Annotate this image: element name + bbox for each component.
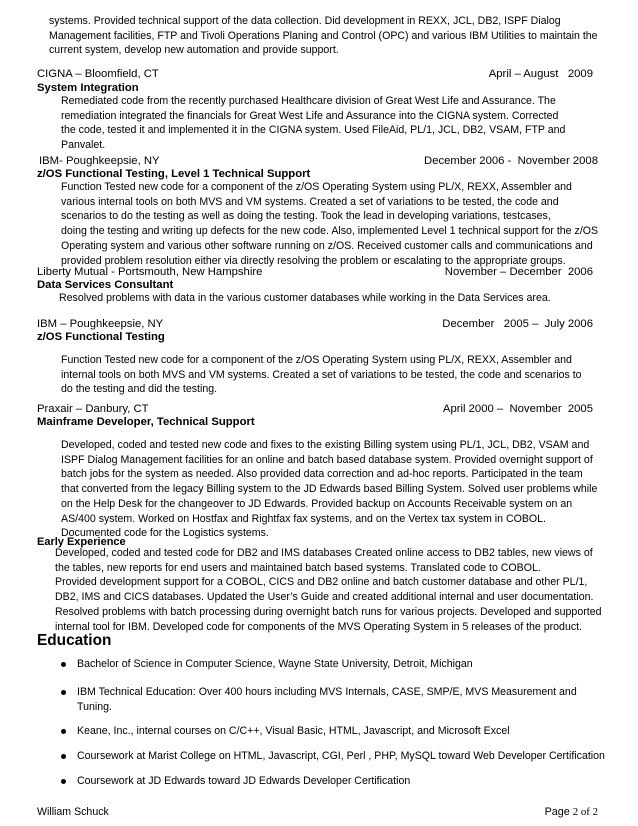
text-line: doing the testing and writing up defects for the new code. Also, implemented Level 1 technical support for the z/OS [61,225,599,238]
job-employer: IBM – Poughkeepsie, NY [37,318,164,330]
page-label: Page [544,806,573,818]
text-line: Operating system and various other software running on z/OS. Received customer calls and communications and [61,239,593,252]
text-line: that converted from the legacy Billing system to the JD Edwards based Billing System. Solved user problems while [61,483,598,496]
job-dates: December 2005 – July 2006 [442,318,593,330]
text-line: AS/400 system. Worked on Hostfax and Rightfax fax systems, and on the Vertex tax system in COBOL. [61,512,546,525]
text-line: Documented code for the Logistics systems. [61,527,269,540]
text-line: Resolved problems with batch processing during overnight batch runs for various projects. Developed and supported [55,605,602,618]
text-line: provided problem resolution either via directly resolving the problem or escalating to the appropriate groups. [61,254,566,267]
job-dates: April 2000 – November 2005 [442,403,593,415]
job-dates: April – August 2009 [488,68,593,80]
bullet-icon [61,754,66,759]
intro-paragraph [49,14,598,58]
list-item-text: Bachelor of Science in Computer Science, Wayne State University, Detroit, Michigan [77,658,473,670]
job-description [59,291,551,306]
list-item-text: Tuning. [77,700,112,713]
text-line: on the Help Desk for the changeover to JD Edwards. Provided backup on Accounts Receivable system on an [61,497,573,510]
text-line: systems. Provided technical support of the data collection. Did development in REXX, JCL, DB2, ISPF Dialog [49,15,561,27]
job-title: System Integration [37,82,139,94]
education-heading: Education [37,632,112,649]
text-line: Remediated code from the recently purchased Healthcare division of Great West Life and Assurance. The [61,95,556,107]
job-employer: Liberty Mutual - Portsmouth, New Hampshire [37,266,263,278]
text-line: scenarios to do the testing as well as doing the testing. Took the lead in developing variations, testcases, [61,210,551,223]
text-line: Developed, coded and tested new code and fixes to the existing Billing system using PL/1, JCL, DB2, VSAM and [61,439,590,451]
job-description [61,353,582,397]
job-description [61,180,598,268]
text-line: DB2, IMS and CICS databases. Updated the User’s Guide and created additional internal and user documentation. [55,591,594,604]
page-current: 2 [572,806,579,818]
text-line: internal tool for IBM. Developed code for components of the MVS Operating System in 5 releases of the product. [55,620,583,633]
bullet-icon [61,662,66,667]
text-line: Function Tested new code for a component of the z/OS Operating System using PL/X, REXX, Assembler and [61,354,572,366]
job-title: z/OS Functional Testing, Level 1 Technical Support [37,168,311,180]
text-line: the tables, new reports for end users and maintained batch based systems. Translated code to COBOL. [55,561,541,574]
job-employer: Praxair – Danbury, CT [37,403,149,415]
text-line: Resolved problems with data in the various customer databases while working in the Data Services area. [59,292,551,304]
text-line: Developed, coded and tested code for DB2 and IMS databases Created online access to DB2 tables, new views of [55,547,593,559]
text-line: various internal tools on both MVS and VM systems. Created a set of variations to be tested, the code and [61,195,559,208]
text-line: Function Tested new code for a component of the z/OS Operating System using PL/X, REXX, Assembler and [61,181,572,193]
footer-name: William Schuck [37,806,109,818]
text-line: internal tools on both MVS and VM systems. Created a set of variations to be tested, the code and scenarios to [61,368,582,381]
bullet-icon [61,690,66,695]
job-description [61,94,565,153]
job-dates: November – December 2006 [444,266,593,278]
job-employer: CIGNA – Bloomfield, CT [37,68,159,80]
bullet-icon [61,779,66,784]
page-total: 2 [592,806,598,818]
list-item-text: Keane, Inc., internal courses on C/C++, Visual Basic, HTML, Javascript, and Microsoft Excel [77,725,510,737]
text-line: current system, develop new automation and provide support. [49,44,339,57]
job-title: Mainframe Developer, Technical Support [37,416,255,428]
text-line: the code, tested it and implemented it in the CIGNA system. Used FileAid, PL/1, JCL, DB2, VSAM, FTP and [61,124,566,137]
job-dates: December 2006 - November 2008 [424,155,598,167]
job-description [61,438,597,541]
list-item-text: IBM Technical Education: Over 400 hours including MVS Internals, CASE, SMP/E, MVS Measurement and [77,686,577,698]
bullet-icon [61,729,66,734]
text-line: batch jobs for the system as needed. Also provided data correction and ad-hoc reports. Participated in the team [61,468,583,481]
text-line: remediation integrated the financials for Great West Life and Assurance into the CIGNA system. Corrected [61,109,559,122]
job-employer: IBM- Poughkeepsie, NY [39,155,160,167]
page-number [545,806,598,818]
job-title: Data Services Consultant [37,279,174,291]
early-experience-paragraph [55,546,601,634]
text-line: do the testing and did the testing. [61,383,218,396]
job-title: z/OS Functional Testing [37,331,165,343]
list-item-text: Coursework at Marist College on HTML, Javascript, CGI, Perl , PHP, MySQL toward Web Developer Certification [77,750,605,762]
page-of-label: of [578,806,593,818]
text-line: Management facilities, FTP and Tivoli Operations Planing and Control (OPC) and various IBM Utilities to maintain the [49,29,598,42]
text-line: ISPF Dialog Management facilities for an online and batch based database system. Provided overnight support of [61,453,593,466]
text-line: Panvalet. [61,139,106,152]
text-line: Provided development support for a COBOL, CICS and DB2 online and batch customer database and other PL/1, [55,576,588,589]
early-experience-heading: Early Experience [37,536,126,548]
list-item-text: Coursework at JD Edwards toward JD Edwards Developer Certification [77,775,411,787]
